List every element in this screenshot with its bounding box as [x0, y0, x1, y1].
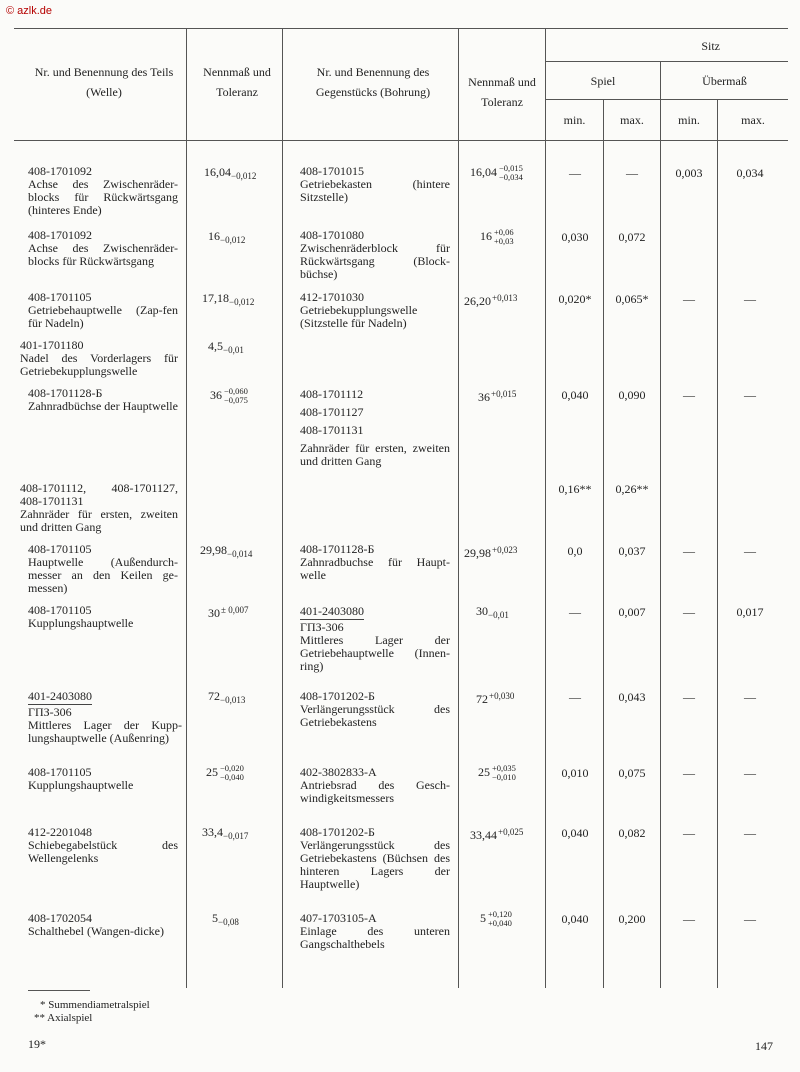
header-sitz: Sitz: [701, 39, 720, 53]
part-cell: 408-1701105 Kupplungshauptwelle: [28, 603, 134, 630]
mate-cell: 408-1701202-Б Verlängerungsstück des Getriebekastens: [300, 689, 450, 729]
header-mate-nominal: Nennmaß und Toleranz: [468, 75, 536, 109]
header-max1: max.: [620, 113, 644, 127]
spiel-max: 0,037: [618, 544, 646, 558]
uebermass-max: —: [744, 388, 756, 402]
mate-cell: 408-1701202-Б Verlängerungsstück des Getriebekastens (Büchsen des hinteren Lagers der Hauptwelle): [300, 825, 450, 891]
header-min1: min.: [563, 113, 586, 127]
spiel-min: —: [569, 690, 581, 704]
header-uebermass: Übermaß: [702, 74, 747, 88]
nominal-cell: $5_{-0,08}$: [212, 911, 239, 927]
footnote-1: * Summendiametralspiel: [40, 999, 150, 1011]
uebermass-min: —: [683, 292, 695, 306]
uebermass-min: —: [683, 826, 695, 840]
mate-nominal-cell: $26,20^{+0,013}$: [464, 293, 518, 308]
mate-nominal-cell: 16 +0,06 +0,03: [480, 227, 514, 246]
uebermass-max: —: [744, 912, 756, 926]
uebermass-min: —: [683, 544, 695, 558]
header-min2: min.: [678, 113, 700, 127]
uebermass-max: —: [744, 544, 756, 558]
mate-cell: Mittleres Lager der Getriebehauptwelle (Innen-ring): [300, 633, 450, 673]
part-cell: 401-2403080: [28, 689, 92, 703]
nominal-cell: $33,4_{-0,017}$: [202, 825, 249, 841]
nominal-cell: 25 −0,020 −0,040: [206, 763, 244, 782]
part-cell: ГПЗ-306: [28, 705, 72, 719]
uebermass-max: —: [744, 766, 756, 780]
spiel-min: 0,16**: [558, 482, 592, 496]
mate-cell: 408-1701128-Б Zahnradbuchse für Haupt-welle: [300, 542, 450, 582]
mate-cell: 407-1703105-A Einlage des unteren Gangschalthebels: [300, 911, 450, 951]
mate-cell: 408-1701127: [300, 405, 364, 419]
page-number: 147: [755, 1039, 773, 1053]
spiel-min: 0,040: [561, 388, 589, 402]
spiel-max: 0,090: [618, 388, 646, 402]
spiel-min: 0,010: [561, 766, 589, 780]
spiel-min: 0,020*: [558, 292, 592, 306]
nominal-cell: $4,5_{-0,01}$: [208, 339, 244, 355]
uebermass-min: —: [683, 388, 695, 402]
mate-nominal-cell: 16,04 −0,015 −0,034: [470, 163, 523, 182]
mate-cell: 408-1701015 Getriebekasten (hintere Sitzstelle): [300, 164, 450, 204]
uebermass-min: —: [683, 766, 695, 780]
mate-nominal-cell: 5 +0,120 +0,040: [480, 909, 512, 928]
spiel-min: 0,040: [561, 826, 589, 840]
spiel-max: —: [626, 166, 638, 180]
mate-cell: 412-1701030 Getriebekupplungswelle (Sitzstelle für Nadeln): [300, 290, 418, 330]
footnote-2: ** Axialspiel: [34, 1012, 93, 1024]
part-cell: 408-1701128-Б Zahnradbüchse der Hauptwelle: [28, 386, 178, 413]
signature-mark: 19*: [28, 1037, 46, 1051]
spiel-min: 0,040: [561, 912, 589, 926]
part-cell: Mittleres Lager der Kupp-lungshauptwelle (Außenring): [28, 718, 182, 745]
uebermass-min: 0,003: [675, 166, 703, 180]
spiel-max: 0,082: [618, 826, 646, 840]
spiel-max: 0,065*: [615, 292, 649, 306]
header-mate: Nr. und Benennung des Gegenstücks (Bohrung): [315, 65, 431, 99]
spiel-max: 0,075: [618, 766, 646, 780]
spiel-max: 0,043: [618, 690, 646, 704]
part-cell: 408-1701092 Achse des Zwischenräder-blocks für Rückwärtsgang (hinteres Ende): [28, 164, 178, 217]
spiel-min: —: [569, 166, 581, 180]
part-cell: 412-2201048 Schiebegabelstück des Wellengelenks: [28, 825, 178, 865]
part-cell: 408-1701112, 408-1701127, 408-1701131 Zahnräder für ersten, zweiten und dritten Gang: [20, 481, 178, 534]
header-max2: max.: [741, 113, 765, 127]
uebermass-min: —: [683, 690, 695, 704]
spiel-min: 0,030: [561, 230, 589, 244]
mate-nominal-cell: $33,44^{+0,025}$: [470, 827, 524, 842]
part-cell: 408-1701105 Hauptwelle (Außendurch-messer an den Keilen ge-messen): [28, 542, 178, 595]
uebermass-min: —: [683, 912, 695, 926]
nominal-cell: $16,04_{-0,012}$: [204, 165, 257, 181]
uebermass-max: —: [744, 292, 756, 306]
mate-cell: 402-3802833-A Antriebsrad des Gesch-windigkeitsmessers: [300, 765, 450, 805]
mate-cell: 408-1701080 Zwischenräderblock für Rückwärtsgang (Block-büchse): [300, 228, 450, 281]
mate-nominal-cell: $30_{-0,01}$: [476, 604, 509, 620]
part-cell: 408-1701105 Kupplungshauptwelle: [28, 765, 134, 792]
mate-cell: ГПЗ-306: [300, 620, 344, 634]
mate-cell: 408-1701131: [300, 423, 364, 437]
header-spiel: Spiel: [590, 74, 616, 88]
spiel-max: 0,072: [618, 230, 646, 244]
nominal-cell: $72_{-0,013}$: [208, 689, 246, 705]
uebermass-max: —: [744, 826, 756, 840]
nominal-cell: $17,18_{-0,012}$: [202, 291, 255, 307]
spiel-max: 0,200: [618, 912, 646, 926]
mate-cell: 401-2403080: [300, 604, 364, 618]
spiel-max: 0,007: [618, 605, 646, 619]
mate-nominal-cell: $72^{+0,030}$: [476, 691, 515, 706]
spiel-min: 0,0: [567, 544, 583, 558]
nominal-cell: 36 −0,060 −0,075: [210, 386, 248, 405]
uebermass-max: —: [744, 690, 756, 704]
mate-nominal-cell: $36^{+0,015}$: [478, 389, 517, 404]
spiel-min: —: [569, 605, 581, 619]
uebermass-max: 0,017: [736, 605, 764, 619]
mate-cell: 408-1701112: [300, 387, 364, 401]
footnote-rule: [28, 990, 90, 991]
spiel-max: 0,26**: [615, 482, 649, 496]
part-cell: 408-1701105 Getriebehauptwelle (Zap-fen für Nadeln): [28, 290, 178, 330]
uebermass-min: —: [683, 605, 695, 619]
header-nominal: Nennmaß und Toleranz: [203, 65, 271, 99]
nominal-cell: $30^{\pm 0,007}$: [208, 605, 249, 620]
nominal-cell: $16_{-0,012}$: [208, 229, 246, 245]
uebermass-max: 0,034: [736, 166, 764, 180]
mate-cell: Zahnräder für ersten, zweiten und dritten Gang: [300, 441, 450, 468]
part-cell: 408-1702054 Schalthebel (Wangen-dicke): [28, 911, 164, 938]
part-cell: 401-1701180 Nadel des Vorderlagers für Getriebekupplungswelle: [20, 338, 178, 378]
mate-nominal-cell: $29,98^{+0,023}$: [464, 545, 518, 560]
nominal-cell: $29,98_{-0,014}$: [200, 543, 253, 559]
watermark: © azlk.de: [6, 5, 53, 17]
part-cell: 408-1701092 Achse des Zwischenräder-blocks für Rückwärtsgang: [28, 228, 178, 268]
mate-nominal-cell: 25 +0,035 −0,010: [478, 763, 516, 782]
header-part: Nr. und Benennung des Teils (Welle): [34, 65, 174, 99]
